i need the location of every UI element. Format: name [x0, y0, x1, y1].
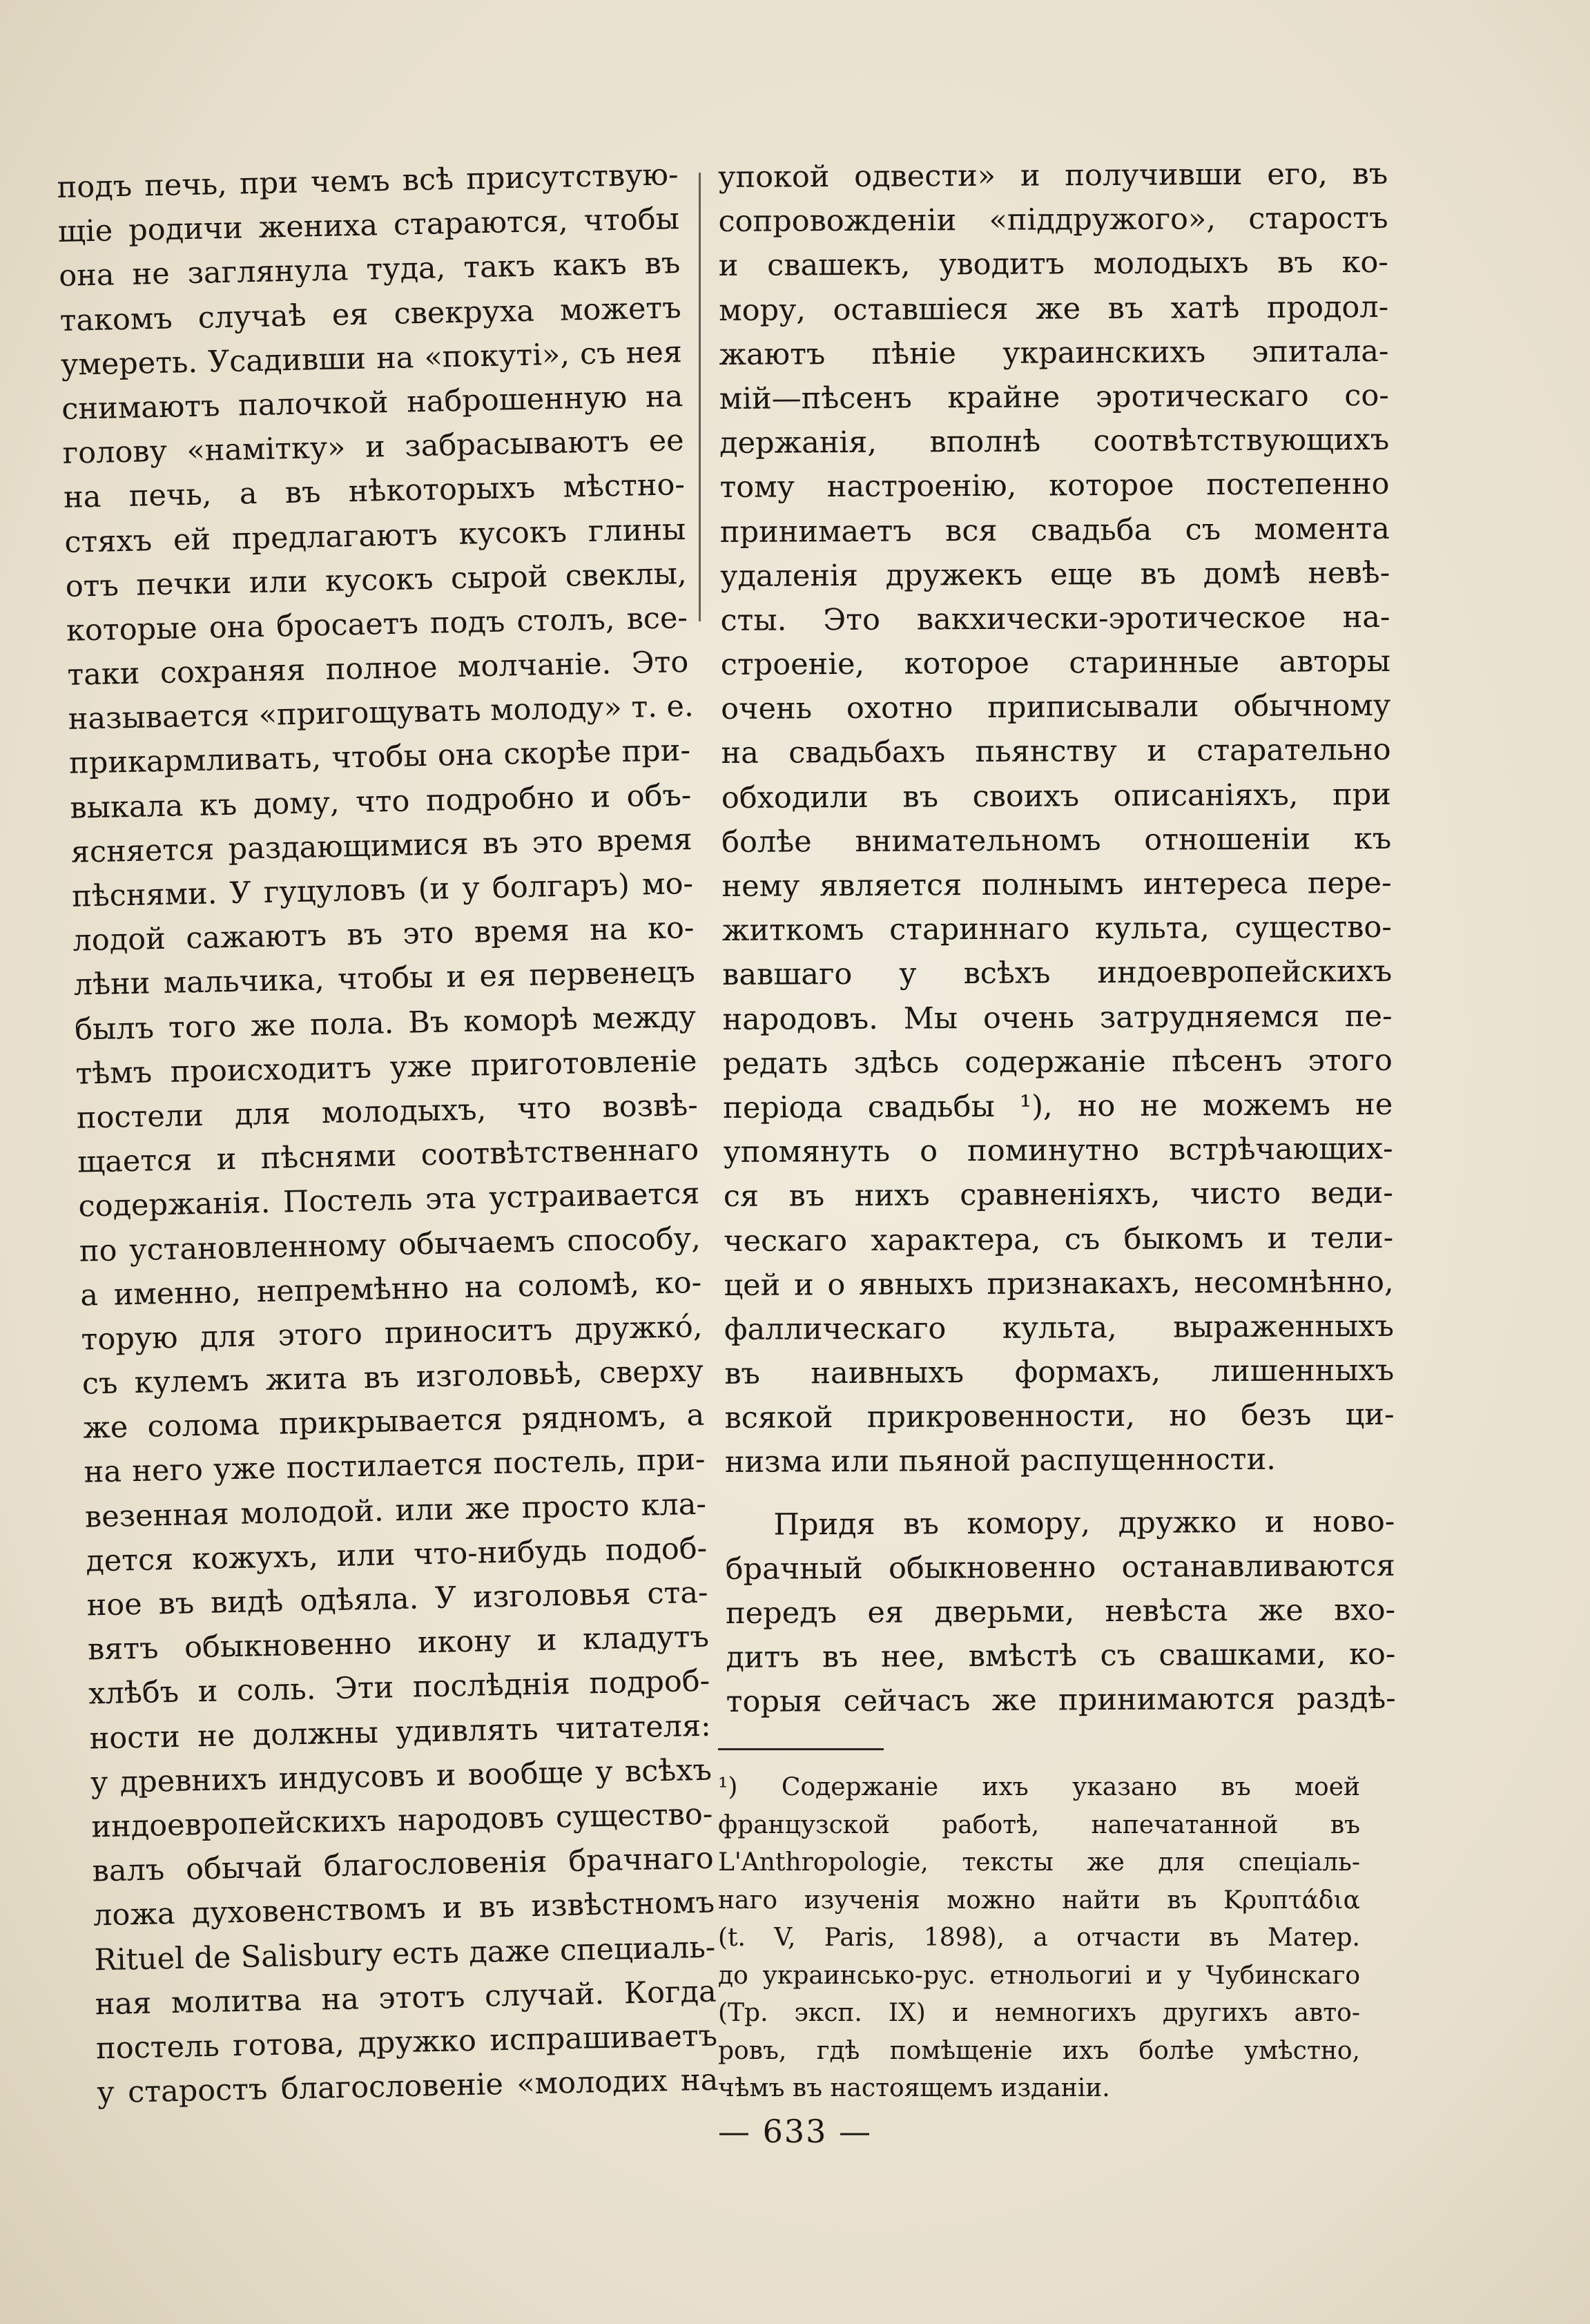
- text-line: принимаетъ вся свадьба съ момента: [719, 511, 1390, 550]
- text-line: былъ того же пола. Въ коморѣ между: [74, 999, 697, 1047]
- text-line: мору, оставшіеся же въ хатѣ продол-: [719, 289, 1389, 328]
- text-line: упомянуть о поминутно встрѣчающих-: [723, 1132, 1393, 1170]
- footnote-line: L'Anthropologie, тексты же для спеціаль-: [718, 1848, 1360, 1877]
- text-line: прикармливать, чтобы она скорѣе при-: [68, 733, 691, 782]
- text-line: ложа духовенствомъ и въ извѣстномъ: [93, 1885, 715, 1933]
- text-line: дитъ въ нее, вмѣстѣ съ свашками, ко-: [726, 1637, 1396, 1676]
- text-line: таки сохраняя полное молчаніе. Это: [66, 645, 689, 693]
- footnote-line: (Тр. эксп. IX) и немногихъ другихъ авто-: [718, 1999, 1360, 2027]
- footnote-line: (t. V, Paris, 1898), а отчасти въ Матер.: [718, 1924, 1360, 1952]
- text-line: и свашекъ, уводитъ молодыхъ въ ко-: [718, 245, 1388, 284]
- page-number: — 633 —: [717, 2113, 873, 2150]
- text-line: стяхъ ей предлагаютъ кусокъ глины: [64, 512, 686, 560]
- footnote-rule: [718, 1748, 884, 1750]
- text-line: ся въ нихъ сравненіяхъ, чисто веди-: [723, 1176, 1394, 1214]
- text-line: народовъ. Мы очень затрудняемся пе-: [722, 998, 1393, 1037]
- text-line: ное въ видѣ одѣяла. У изголовья ста-: [86, 1575, 709, 1623]
- text-line: строеніе, которое старинные авторы: [720, 643, 1390, 683]
- text-line: вятъ обыкновенно икону и кладутъ: [87, 1619, 710, 1667]
- text-line: съ кулемъ жита въ изголовьѣ, сверху: [81, 1353, 704, 1402]
- text-line: цей и о явныхъ признакахъ, несомнѣнно,: [724, 1264, 1394, 1303]
- right-paragraph-2: [725, 1500, 1396, 1725]
- footnote: [718, 1769, 1360, 2108]
- right-paragraph-1: [718, 152, 1395, 1485]
- footnote-line: чѣмъ въ настоящемъ изданіи.: [718, 2074, 1110, 2102]
- text-line: жаютъ пѣніе украинскихъ эпитала-: [719, 333, 1389, 372]
- text-line: брачный обыкновенно останавливаются: [725, 1548, 1395, 1587]
- text-line: въ наивныхъ формахъ, лишенныхъ: [724, 1353, 1395, 1392]
- text-line: тѣмъ происходитъ уже приготовленіе: [75, 1043, 697, 1092]
- text-line: ясняется раздающимися въ это время: [70, 822, 693, 870]
- text-line: содержанія. Постель эта устраивается: [78, 1176, 700, 1224]
- text-line: болѣе внимательномъ отношеніи къ: [721, 821, 1392, 860]
- text-line: мій—пѣсенъ крайне эротическаго со-: [719, 378, 1389, 416]
- footnote-line: ¹) Содержаніе ихъ указано въ моей: [718, 1773, 1360, 1801]
- footnote-line: до украинсько-рус. етнольогиі и у Чубинскаго: [718, 1961, 1360, 1990]
- text-line: вавшаго у всѣхъ индоевропейскихъ: [722, 954, 1393, 993]
- text-line: упокой одвести» и получивши его, въ: [718, 156, 1388, 195]
- text-line: а именно, непремѣнно на соломѣ, ко-: [79, 1265, 702, 1313]
- text-line: по установленному обычаемъ способу,: [79, 1221, 701, 1269]
- text-line: ческаго характера, съ быкомъ и тели-: [724, 1220, 1394, 1259]
- text-line: индоевропейскихъ народовъ существо-: [90, 1797, 713, 1845]
- text-line: нему является полнымъ интереса пере-: [721, 865, 1392, 904]
- text-line: у древнихъ индусовъ и вообще у всѣхъ: [90, 1752, 712, 1801]
- text-line: на свадьбахъ пьянству и старательно: [721, 733, 1391, 771]
- text-line: сопровожденіи «піддружого», старостъ: [718, 201, 1388, 240]
- text-line: щается и пѣснями соотвѣтственнаго: [77, 1132, 699, 1180]
- text-line: тому настроенію, которое постепенно: [719, 467, 1390, 505]
- text-line: умереть. Усадивши на «покуті», съ нея: [60, 334, 683, 383]
- text-line: подъ печь, при чемъ всѣ присутствую-: [57, 157, 679, 205]
- footnote-line: наго изученія можно найти въ Κρυπτάδια: [718, 1886, 1360, 1915]
- text-line: выкала къ дому, что подробно и объ-: [69, 777, 692, 826]
- text-line: она не заглянула туда, такъ какъ въ: [58, 246, 681, 294]
- text-line: дется кожухъ, или что-нибудь подоб-: [85, 1531, 708, 1579]
- text-line: лѣни мальчика, чтобы и ея первенецъ: [73, 955, 696, 1003]
- text-line: житкомъ стариннаго культа, существо-: [721, 910, 1392, 949]
- text-line: снимаютъ палочкой наброшенную на: [61, 379, 683, 427]
- footnote-line: ровъ, гдѣ помѣщеніе ихъ болѣе умѣстно,: [718, 2036, 1360, 2065]
- footnote-line: французской работѣ, напечатанной въ: [718, 1810, 1360, 1839]
- text-line: передъ ея дверьми, невѣста же вхо-: [725, 1592, 1396, 1631]
- text-line: которые она бросаетъ подъ столъ, все-: [66, 600, 688, 648]
- text-line: постели для молодыхъ, что возвѣ-: [76, 1087, 699, 1136]
- text-line: лодой сажаютъ въ это время на ко-: [72, 911, 695, 958]
- text-line: пѣснями. У гуцуловъ (и у болгаръ) мо-: [71, 866, 694, 914]
- text-line: періода свадьбы ¹), но не можемъ не: [723, 1087, 1393, 1125]
- text-line: фаллическаго культа, выраженныхъ: [724, 1308, 1395, 1347]
- text-line: на него уже постилается постель, при-: [84, 1442, 706, 1491]
- column-divider: [699, 173, 701, 621]
- text-line: же солома прикрывается рядномъ, а: [82, 1398, 705, 1446]
- text-line: называется «пригощувать молоду» т. е.: [68, 689, 695, 737]
- text-line: очень охотно приписывали обычному: [721, 688, 1391, 727]
- text-line: щіе родичи жениха стараются, чтобы: [57, 202, 680, 250]
- text-line: сты. Это вакхически-эротическое на-: [720, 599, 1390, 638]
- text-line: ности не должны удивлять читателя:: [89, 1708, 712, 1756]
- text-line: у старостъ благословеніе «молодих на: [96, 2062, 719, 2111]
- text-line: голову «намітку» и забрасываютъ ее: [62, 423, 685, 472]
- text-line: хлѣбъ и соль. Эти послѣднія подроб-: [88, 1664, 710, 1712]
- text-line: постель готова, дружко испрашиваетъ: [95, 2018, 718, 2066]
- text-line: всякой прикровенности, но безъ ци-: [724, 1397, 1395, 1436]
- text-line: такомъ случаѣ ея свекруха можетъ: [59, 290, 682, 338]
- text-line: торыя сейчасъ же принимаются раздѣ-: [726, 1681, 1396, 1720]
- text-line: держанія, вполнѣ соотвѣтствующихъ: [719, 423, 1390, 461]
- left-column: [57, 153, 719, 2115]
- text-line: низма или пьяной распущенности.: [724, 1442, 1276, 1480]
- text-line: Rituel de Salisbury есть даже специаль-: [93, 1930, 716, 1977]
- right-column: [718, 152, 1396, 1725]
- text-line: редать здѣсь содержаніе пѣсенъ этого: [722, 1043, 1393, 1081]
- text-line: валъ обычай благословенія брачнаго: [92, 1841, 715, 1889]
- text-line: на печь, а въ нѣкоторыхъ мѣстно-: [63, 467, 686, 516]
- text-line: ная молитва на этотъ случай. Когда: [95, 1974, 717, 2022]
- text-line: обходили въ своихъ описаніяхъ, при: [721, 777, 1391, 815]
- text-line: отъ печки или кусокъ сырой свеклы,: [65, 556, 688, 604]
- text-line: везенная молодой. или же просто кла-: [84, 1487, 707, 1535]
- text-line: Придя въ комору, дружко и ново-: [773, 1504, 1395, 1542]
- text-line: торую для этого приноситъ дружкó,: [81, 1309, 703, 1357]
- text-line: удаленія дружекъ еще въ домѣ невѣ-: [720, 555, 1390, 594]
